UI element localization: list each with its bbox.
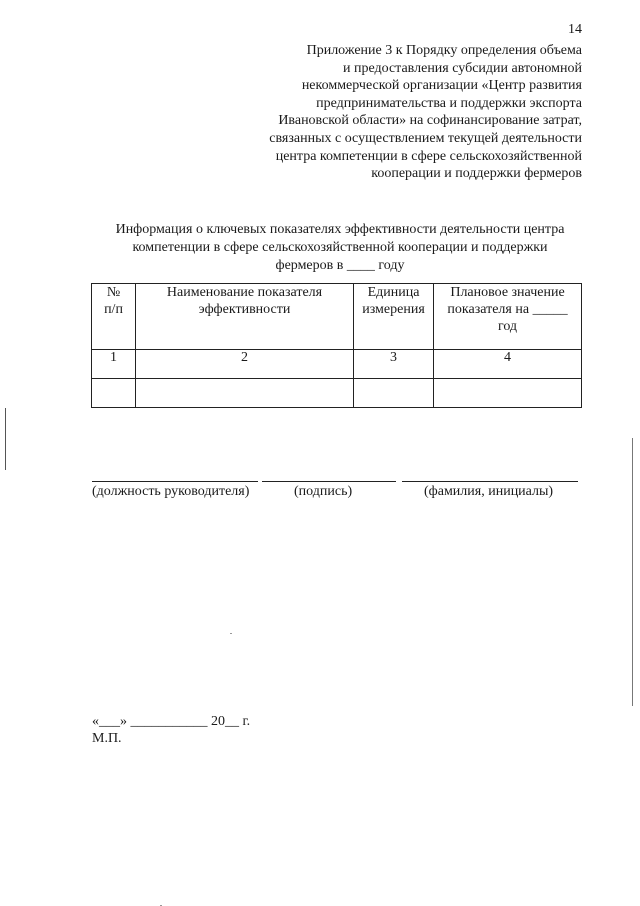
scan-speck [230,633,232,634]
column-number-cell: 3 [354,350,434,379]
table-cell [434,379,582,408]
title-line: Информация о ключевых показателях эффективности деятельности центра [115,222,565,237]
table-cell [92,379,136,408]
appendix-heading [222,42,582,183]
table-cell [136,379,354,408]
header-planned-value: Плановое значение показателя на _____ год [434,284,582,350]
table-header-row [92,284,582,350]
name-signature-line [402,481,578,482]
position-signature-line [92,481,258,482]
header-indicator-name: Наименование показателя эффективности [136,284,354,350]
scan-artifact-line [632,438,633,706]
date-line: «___» ___________ 20__ г. [92,714,251,729]
table-row [92,379,582,408]
column-number-cell: 4 [434,350,582,379]
appendix-line: связанных с осуществлением текущей деятельности [269,130,582,146]
stamp-label: М.П. [92,731,122,746]
appendix-line: предпринимательства и поддержки экспорта [316,95,582,111]
position-label: (должность руководителя) [92,484,250,499]
signature-line [262,481,396,482]
indicators-table [91,283,582,408]
header-unit: Единица измерения [354,284,434,350]
name-label: (фамилия, инициалы) [424,484,554,499]
table-numbering-row [92,350,582,379]
page-number: 14 [568,22,582,37]
signature-label: (подпись) [294,484,353,499]
table-cell [354,379,434,408]
column-number-cell: 1 [92,350,136,379]
appendix-line: некоммерческой организации «Центр развития [301,78,582,94]
appendix-line: Приложение 3 к Порядку определения объема [306,43,582,58]
column-number-cell: 2 [136,350,354,379]
appendix-line: Ивановской области» на софинансирование затрат, [278,113,582,129]
scan-artifact-line [5,408,6,470]
appendix-line: и предоставления субсидии автономной [342,60,582,76]
title-line: фермеров в ____ году [275,258,405,273]
title-line: компетенции в сфере сельскохозяйственной кооперации и поддержки [132,240,548,255]
document-title [70,221,610,275]
appendix-line: кооперации и поддержки фермеров [371,166,582,182]
appendix-line: центра компетенции в сфере сельскохозяйственной [275,148,582,164]
header-number: № п/п [92,284,136,350]
